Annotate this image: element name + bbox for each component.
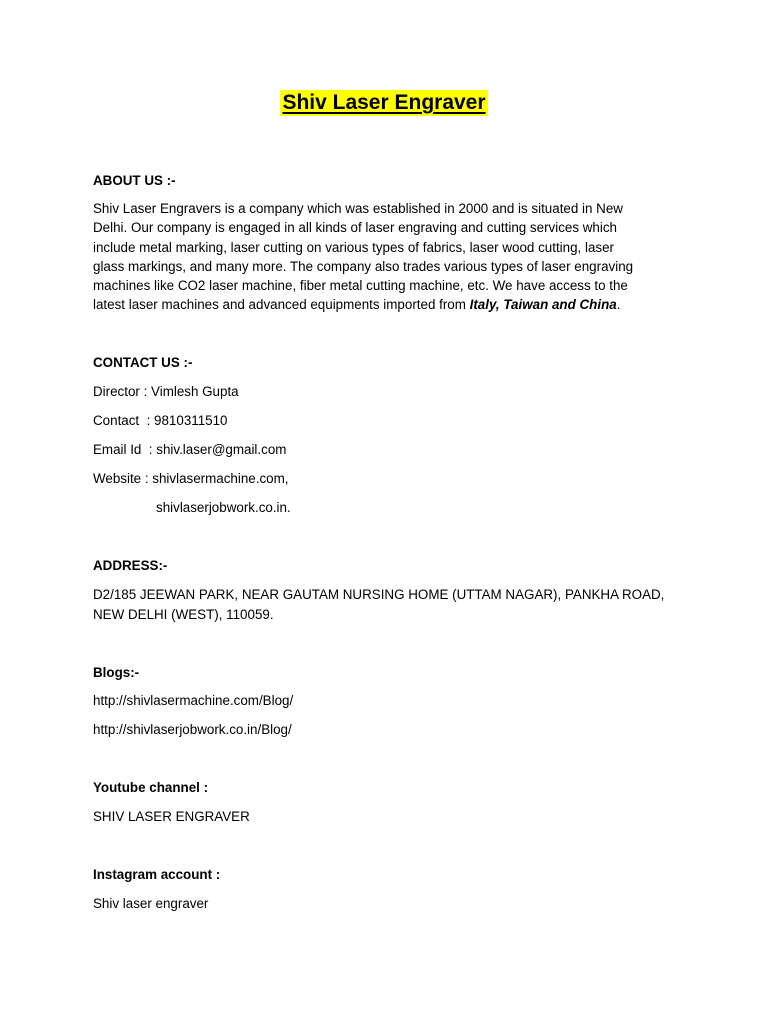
about-line: Shiv Laser Engravers is a company which was established in 2000 and is situated in New <box>93 201 623 216</box>
about-line: Delhi. Our company is engaged in all kinds of laser engraving and cutting services which <box>93 220 618 236</box>
title-container <box>0 90 768 116</box>
about-line: machines like CO2 laser machine, fiber metal cutting machine, etc. We have access to the <box>93 278 628 294</box>
youtube-heading: Youtube channel : <box>93 780 209 795</box>
address-heading: ADDRESS:- <box>93 558 168 573</box>
blog-link-1[interactable]: http://shivlasermachine.com/Blog/ <box>93 693 294 708</box>
contact-email: Email Id : shiv.laser@gmail.com <box>93 442 287 457</box>
about-last-line-prefix: latest laser machines and advanced equipments imported from <box>93 297 470 313</box>
blog-link-2[interactable]: http://shivlaserjobwork.co.in/Blog/ <box>93 722 292 737</box>
instagram-account: Shiv laser engraver <box>93 896 209 911</box>
about-last-line-suffix: . <box>616 297 621 313</box>
contact-website-2: shivlaserjobwork.co.in. <box>156 500 291 515</box>
page-title: Shiv Laser Engraver <box>282 91 486 114</box>
about-countries: Italy, Taiwan and China <box>469 297 617 313</box>
blogs-heading: Blogs:- <box>93 665 140 680</box>
about-line: include metal marking, laser cutting on various types of fabrics, laser wood cutting, laser <box>93 239 614 255</box>
about-heading: ABOUT US :- <box>93 173 176 188</box>
contact-director: Director : Vimlesh Gupta <box>93 384 239 399</box>
about-paragraph <box>93 199 673 315</box>
about-last-line <box>93 295 673 314</box>
instagram-heading: Instagram account : <box>93 867 221 882</box>
about-line: glass markings, and many more. The company also trades various types of laser engraving <box>93 258 634 274</box>
address-line-1: D2/185 JEEWAN PARK, NEAR GAUTAM NURSING HOME (UTTAM NAGAR), PANKHA ROAD, <box>93 587 665 602</box>
contact-website-1: Website : shivlasermachine.com, <box>93 471 289 486</box>
address-line-2: NEW DELHI (WEST), 110059. <box>93 607 274 622</box>
contact-heading: CONTACT US :- <box>93 355 193 370</box>
youtube-channel: SHIV LASER ENGRAVER <box>93 809 250 824</box>
contact-phone: Contact : 9810311510 <box>93 413 228 428</box>
